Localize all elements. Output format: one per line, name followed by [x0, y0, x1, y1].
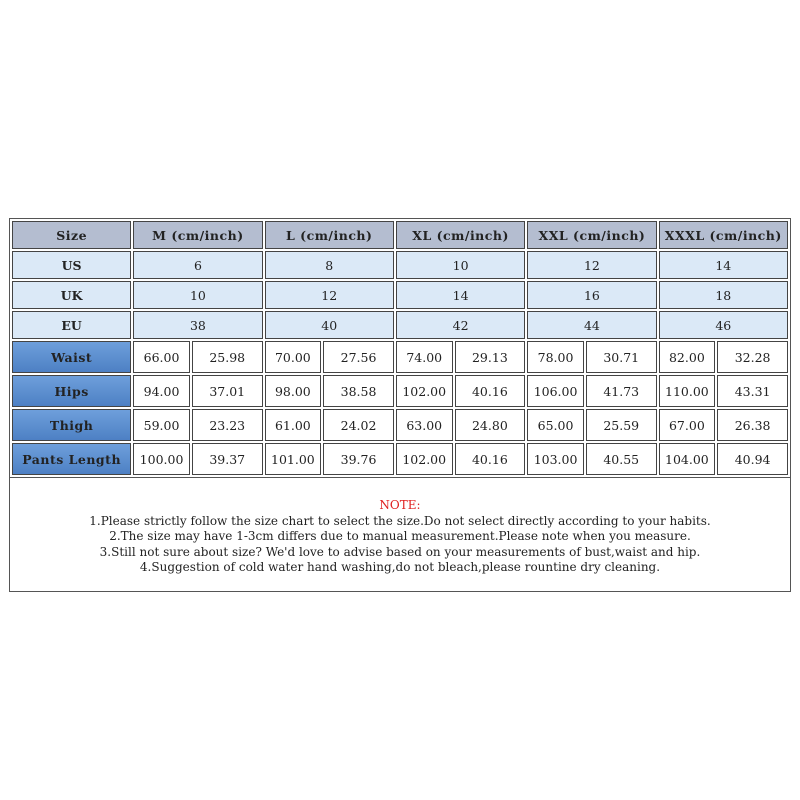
note-line: 2.The size may have 1-3cm differs due to manual measurement.Please note when you measure. [109, 529, 691, 543]
note-line: 3.Still not sure about size? We'd love to advise based on your measurements of bust,waist and hip. [99, 544, 701, 559]
cm-value: 102.00 [396, 375, 453, 407]
inch-value: 38.58 [323, 375, 394, 407]
inch-value: 24.80 [455, 409, 526, 441]
size-col-header: XXL (cm/inch) [527, 221, 656, 249]
size-table [9, 218, 791, 478]
inch-value: 40.55 [586, 443, 657, 475]
region-label: UK [12, 281, 131, 309]
cm-value: 110.00 [659, 375, 716, 407]
size-col-header: XL (cm/inch) [396, 221, 525, 249]
region-label: EU [12, 311, 131, 339]
cm-value: 70.00 [265, 341, 322, 373]
region-value: 10 [396, 251, 525, 279]
note-title: NOTE: [379, 498, 421, 512]
inch-value: 24.02 [323, 409, 394, 441]
cm-value: 94.00 [133, 375, 190, 407]
inch-value: 40.94 [717, 443, 788, 475]
cm-value: 102.00 [396, 443, 453, 475]
cm-value: 106.00 [527, 375, 584, 407]
inch-value: 29.13 [455, 341, 526, 373]
region-value: 16 [527, 281, 656, 309]
measure-row-waist [12, 341, 788, 373]
size-header: Size [12, 221, 131, 249]
inch-value: 27.56 [323, 341, 394, 373]
measure-row-pants-length [12, 443, 788, 475]
size-col-header: L (cm/inch) [265, 221, 394, 249]
region-value: 6 [133, 251, 262, 279]
inch-value: 23.23 [192, 409, 263, 441]
region-value: 12 [265, 281, 394, 309]
measure-label: Waist [12, 341, 131, 373]
cm-value: 61.00 [265, 409, 322, 441]
size-col-header: XXXL (cm/inch) [659, 221, 788, 249]
inch-value: 39.37 [192, 443, 263, 475]
size-chart [9, 218, 791, 592]
inch-value: 40.16 [455, 375, 526, 407]
inch-value: 40.16 [455, 443, 526, 475]
inch-value: 37.01 [192, 375, 263, 407]
region-value: 42 [396, 311, 525, 339]
cm-value: 82.00 [659, 341, 716, 373]
cm-value: 66.00 [133, 341, 190, 373]
region-value: 14 [396, 281, 525, 309]
cm-value: 74.00 [396, 341, 453, 373]
region-value: 10 [133, 281, 262, 309]
region-value: 8 [265, 251, 394, 279]
region-label: US [12, 251, 131, 279]
cm-value: 78.00 [527, 341, 584, 373]
region-value: 46 [659, 311, 788, 339]
cm-value: 104.00 [659, 443, 716, 475]
note-box [9, 478, 791, 592]
inch-value: 25.98 [192, 341, 263, 373]
inch-value: 41.73 [586, 375, 657, 407]
cm-value: 100.00 [133, 443, 190, 475]
region-row-eu [12, 311, 788, 339]
region-value: 14 [659, 251, 788, 279]
measure-label: Thigh [12, 409, 131, 441]
measure-row-hips [12, 375, 788, 407]
region-value: 12 [527, 251, 656, 279]
note-line: 1.Please strictly follow the size chart to select the size.Do not select directly according to your habits. [89, 513, 711, 528]
measure-row-thigh [12, 409, 788, 441]
header-row [12, 221, 788, 249]
size-col-header: M (cm/inch) [133, 221, 262, 249]
cm-value: 63.00 [396, 409, 453, 441]
region-row-uk [12, 281, 788, 309]
cm-value: 101.00 [265, 443, 322, 475]
region-value: 18 [659, 281, 788, 309]
cm-value: 59.00 [133, 409, 190, 441]
region-value: 40 [265, 311, 394, 339]
region-value: 44 [527, 311, 656, 339]
measure-label: Pants Length [12, 443, 131, 475]
region-row-us [12, 251, 788, 279]
region-value: 38 [133, 311, 262, 339]
measure-label: Hips [12, 375, 131, 407]
inch-value: 25.59 [586, 409, 657, 441]
inch-value: 39.76 [323, 443, 394, 475]
cm-value: 67.00 [659, 409, 716, 441]
inch-value: 43.31 [717, 375, 788, 407]
cm-value: 103.00 [527, 443, 584, 475]
inch-value: 26.38 [717, 409, 788, 441]
cm-value: 98.00 [265, 375, 322, 407]
inch-value: 30.71 [586, 341, 657, 373]
inch-value: 32.28 [717, 341, 788, 373]
cm-value: 65.00 [527, 409, 584, 441]
note-line: 4.Suggestion of cold water hand washing,do not bleach,please rountine dry cleaning. [139, 560, 661, 574]
